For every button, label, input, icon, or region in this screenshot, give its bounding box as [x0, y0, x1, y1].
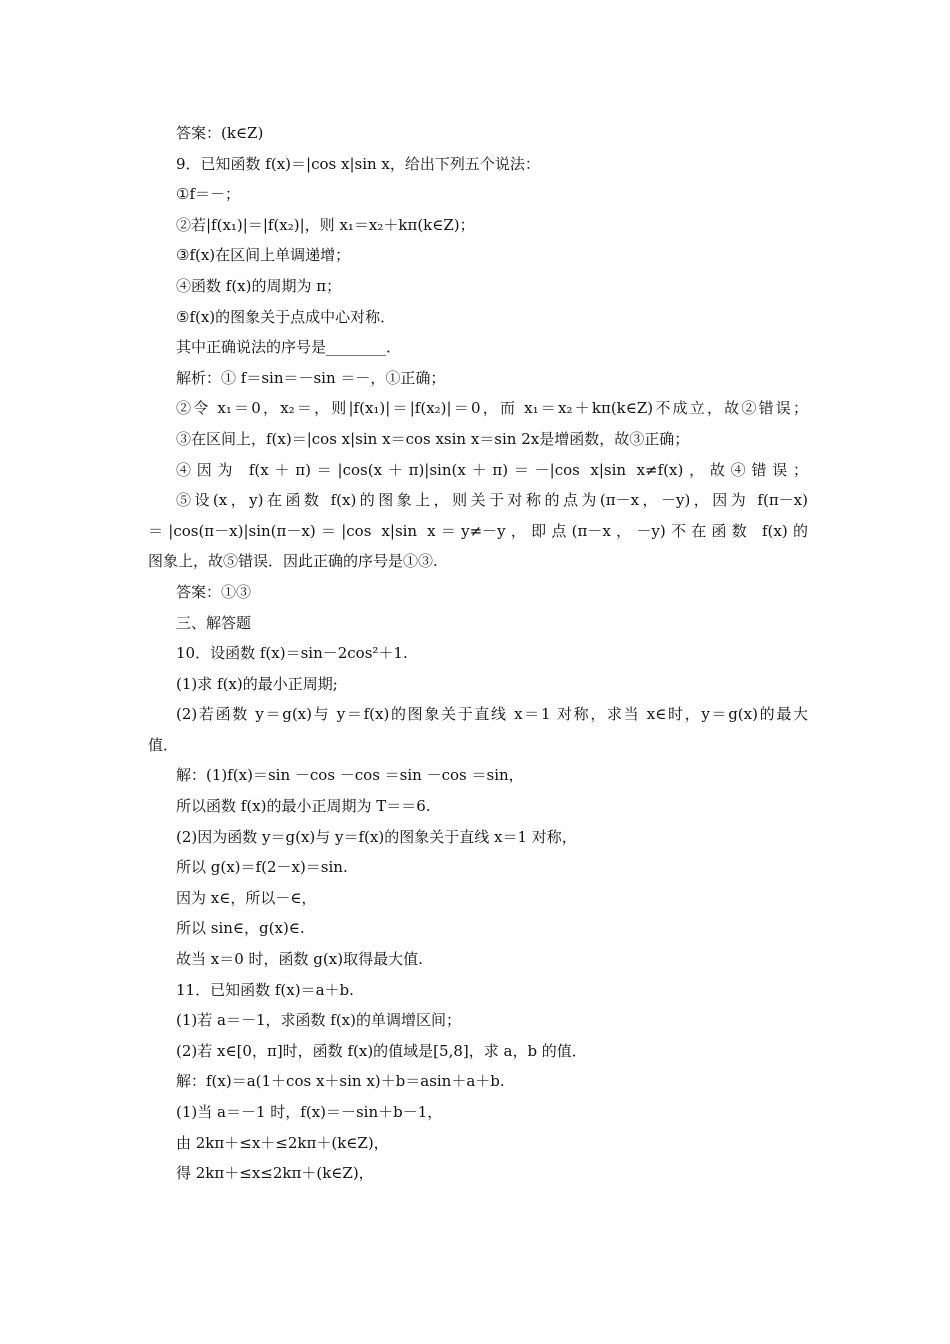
- text-line: 解析：① f＝sin＝－sin ＝－，①正确；: [176, 368, 446, 387]
- text-line: (1)当 a＝－1 时，f(x)＝－sin＋b－1，: [176, 1103, 443, 1121]
- text-line: (2)若函数 y＝g(x)与 y＝f(x)的图象关于直线 x＝1 对称，求当 x∈时，y＝g(x)的最大: [176, 705, 808, 724]
- text-line: 因为 x∈，所以－∈，: [176, 888, 317, 907]
- text-line: (2)若 x∈[0，π]时，函数 f(x)的值域是[5,8]，求 a，b 的值．: [176, 1041, 587, 1060]
- text-line: ⑤f(x)的图象关于点成中心对称．: [176, 307, 396, 326]
- text-line: 9．已知函数 f(x)＝|cos x|sin x，给出下列五个说法：: [176, 154, 540, 173]
- text-line: 得 2kπ＋≤x≤2kπ＋(k∈Z)，: [176, 1164, 374, 1183]
- text-line: 解：(1)f(x)＝sin －cos －cos ＝sin －cos ＝sin，: [176, 766, 524, 785]
- document-body: [148, 118, 808, 1189]
- text-line: 答案：(k∈Z): [176, 124, 264, 142]
- text-line: ②若|f(x₁)|＝|f(x₂)|，则 x₁＝x₂＋kπ(k∈Z)；: [176, 215, 475, 234]
- text-line: 值．: [148, 735, 179, 754]
- text-line: (1)若 a＝－1，求函数 f(x)的单调增区间；: [176, 1011, 461, 1030]
- text-line: ④函数 f(x)的周期为 π；: [176, 276, 342, 295]
- text-line: ＝|cos(π－x)|sin(π－x)＝|cos x|sin x＝y≠－y，即点(π－x，－y)不在函数 f(x)的: [148, 521, 808, 540]
- text-line: 图象上，故⑤错误．因此正确的序号是①③.: [148, 552, 438, 571]
- text-line: 所以函数 f(x)的最小正周期为 T＝＝6.: [176, 797, 431, 816]
- text-line: 解：f(x)＝a(1＋cos x＋sin x)＋b＝asin＋a＋b.: [176, 1072, 505, 1091]
- text-line: 其中正确说法的序号是________．: [176, 338, 402, 357]
- text-line: 所以 sin∈，g(x)∈.: [176, 919, 305, 938]
- text-line: 10．设函数 f(x)＝sin－2cos²＋1.: [176, 644, 408, 663]
- text-line: 由 2kπ＋≤x＋≤2kπ＋(k∈Z)，: [176, 1133, 389, 1152]
- text-line: 三、解答题: [176, 613, 252, 632]
- text-line: ①f＝－；: [176, 185, 240, 204]
- text-line: ②令 x₁＝0，x₂＝，则|f(x₁)|＝|f(x₂)|＝0，而 x₁＝x₂＋kπ(k∈Z)不成立，故②错误；: [176, 399, 808, 418]
- text-line: ③f(x)在区间上单调递增；: [176, 246, 351, 265]
- text-line: 答案：①③: [176, 582, 252, 601]
- text-line: (1)求 f(x)的最小正周期;: [176, 674, 338, 693]
- text-line: ③在区间上，f(x)＝|cos x|sin x＝cos xsin x＝sin 2x是增函数，故③正确；: [176, 429, 690, 448]
- text-line: 所以 g(x)＝f(2－x)＝sin.: [176, 858, 348, 877]
- text-line: 11．已知函数 f(x)＝a＋b.: [176, 980, 354, 999]
- text-line: (2)因为函数 y＝g(x)与 y＝f(x)的图象关于直线 x＝1 对称，: [176, 827, 577, 846]
- text-line: 故当 x＝0 时，函数 g(x)取得最大值.: [176, 950, 423, 969]
- text-line: ④因为 f(x＋π)＝|cos(x＋π)|sin(x＋π)＝－|cos x|sin x≠f(x)，故④错误；: [176, 460, 808, 479]
- text-line: ⑤设(x，y)在函数 f(x)的图象上，则关于对称的点为(π－x，－y)，因为 f(π－x): [176, 491, 808, 510]
